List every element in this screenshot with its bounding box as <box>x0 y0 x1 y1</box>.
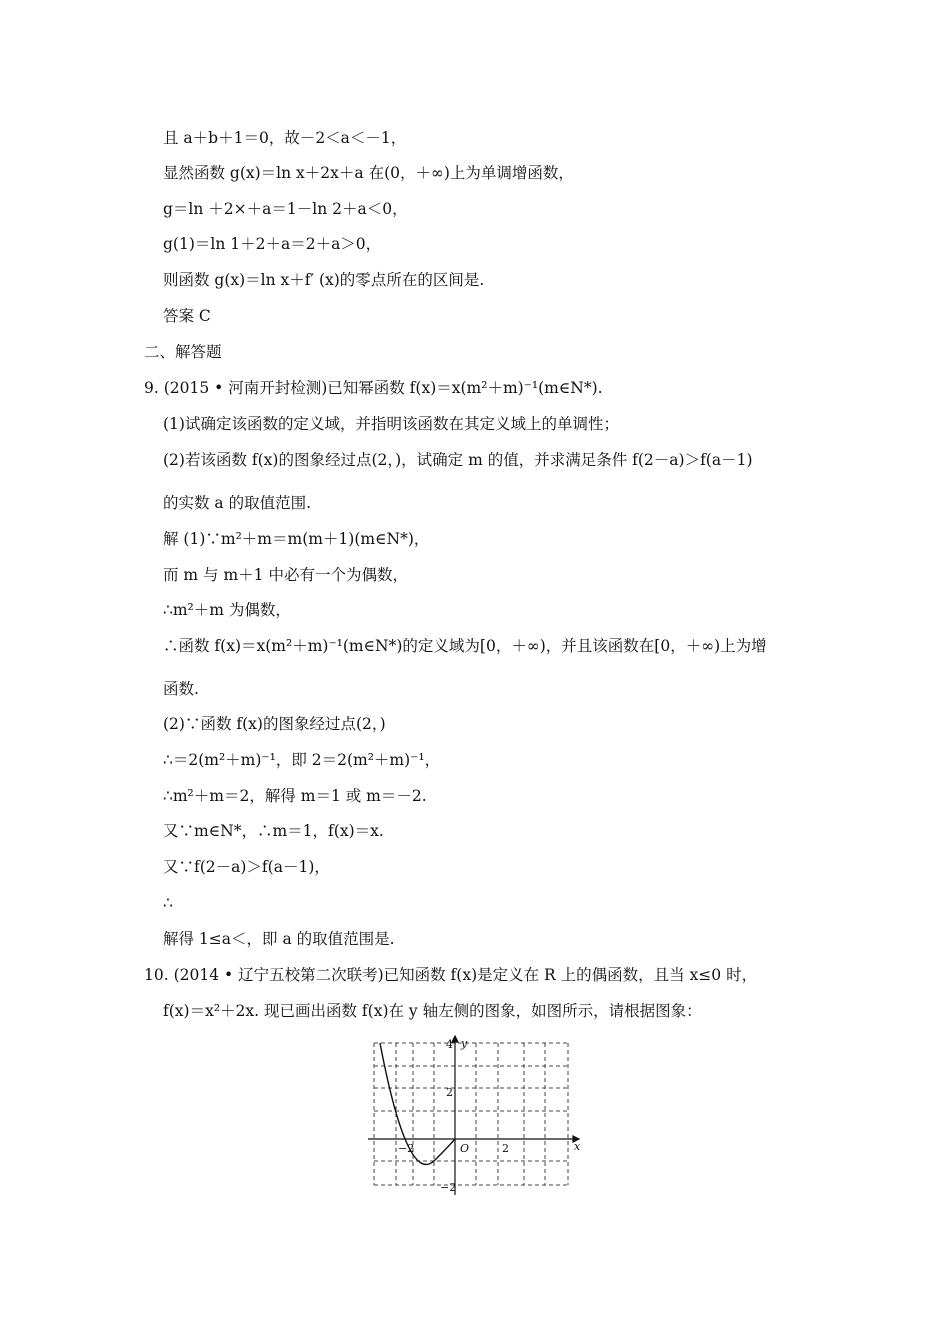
x-tick-label: −2 <box>398 1142 415 1155</box>
text-line: ∴函数 f(x)＝x(m²＋m)⁻¹(m∈N*)的定义域为[0，＋∞)，并且该函数在[0，＋∞)上为增 <box>163 637 767 655</box>
function-graph <box>368 1035 583 1197</box>
text-line: ∴ <box>163 894 173 912</box>
text-line: 且 a＋b＋1＝0，故－2＜a＜－1， <box>163 129 407 147</box>
answer-line: 答案 C <box>163 307 211 325</box>
text-line: 的实数 a 的取值范围. <box>163 494 312 512</box>
text-line: 则函数 g(x)＝ln x＋f′ (x)的零点所在的区间是. <box>163 271 485 289</box>
text-line: 又∵m∈N*，∴m＝1，f(x)＝x. <box>163 822 384 840</box>
text-line: 而 m 与 m＋1 中必有一个为偶数， <box>163 566 408 584</box>
section-heading: 二、解答题 <box>144 343 222 361</box>
problem-9-part-1: (1)试确定该函数的定义域，并指明该函数在其定义域上的单调性； <box>163 415 619 433</box>
origin-label: O <box>460 1142 470 1155</box>
problem-9-stem: 9. (2015 • 河南开封检测)已知幂函数 f(x)＝x(m²＋m)⁻¹(m∈N*). <box>144 379 603 397</box>
text-line: f(x)＝x²＋2x. 现已画出函数 f(x)在 y 轴左侧的图象，如图所示，请根据图象： <box>163 1002 702 1020</box>
y-tick-label: 4 <box>446 1038 453 1051</box>
text-line: (2)∵函数 f(x)的图象经过点(2，) <box>163 715 386 733</box>
problem-10-stem: 10. (2014 • 辽宁五校第二次联考)已知函数 f(x)是定义在 R 上的偶函数，且当 x≤0 时， <box>144 966 758 984</box>
x-tick-label: 2 <box>502 1142 509 1155</box>
solution-label-line: 解 (1)∵m²＋m＝m(m＋1)(m∈N*)， <box>163 530 430 548</box>
text-line: 解得 1≤a＜，即 a 的取值范围是. <box>163 930 395 948</box>
text-line: 又∵f(2－a)＞f(a－1)， <box>163 858 330 876</box>
grid-lines <box>374 1043 568 1185</box>
text-line: g(1)＝ln 1＋2＋a＝2＋a＞0， <box>163 235 382 253</box>
parabola-curve <box>380 1043 455 1164</box>
y-tick-label: 2 <box>446 1086 453 1099</box>
text-line: 函数. <box>163 680 199 698</box>
text-line: g＝ln ＋2×＋a＝1－ln 2＋a＜0， <box>163 200 408 218</box>
axes <box>368 1036 579 1195</box>
y-axis-label: y <box>461 1037 468 1050</box>
text-line: ∴m²＋m＝2，解得 m＝1 或 m＝－2. <box>163 787 427 805</box>
y-tick-label: −2 <box>440 1181 457 1194</box>
text-line: ∴＝2(m²＋m)⁻¹，即 2＝2(m²＋m)⁻¹， <box>163 751 441 769</box>
problem-9-part-2: (2)若该函数 f(x)的图象经过点(2，)，试确定 m 的值，并求满足条件 f(2－a)＞f(a－1) <box>163 451 753 469</box>
x-axis-label: x <box>574 1140 581 1153</box>
text-line: ∴m²＋m 为偶数， <box>163 601 291 619</box>
text-line: 显然函数 g(x)＝ln x＋2x＋a 在(0，＋∞)上为单调增函数， <box>163 164 574 182</box>
